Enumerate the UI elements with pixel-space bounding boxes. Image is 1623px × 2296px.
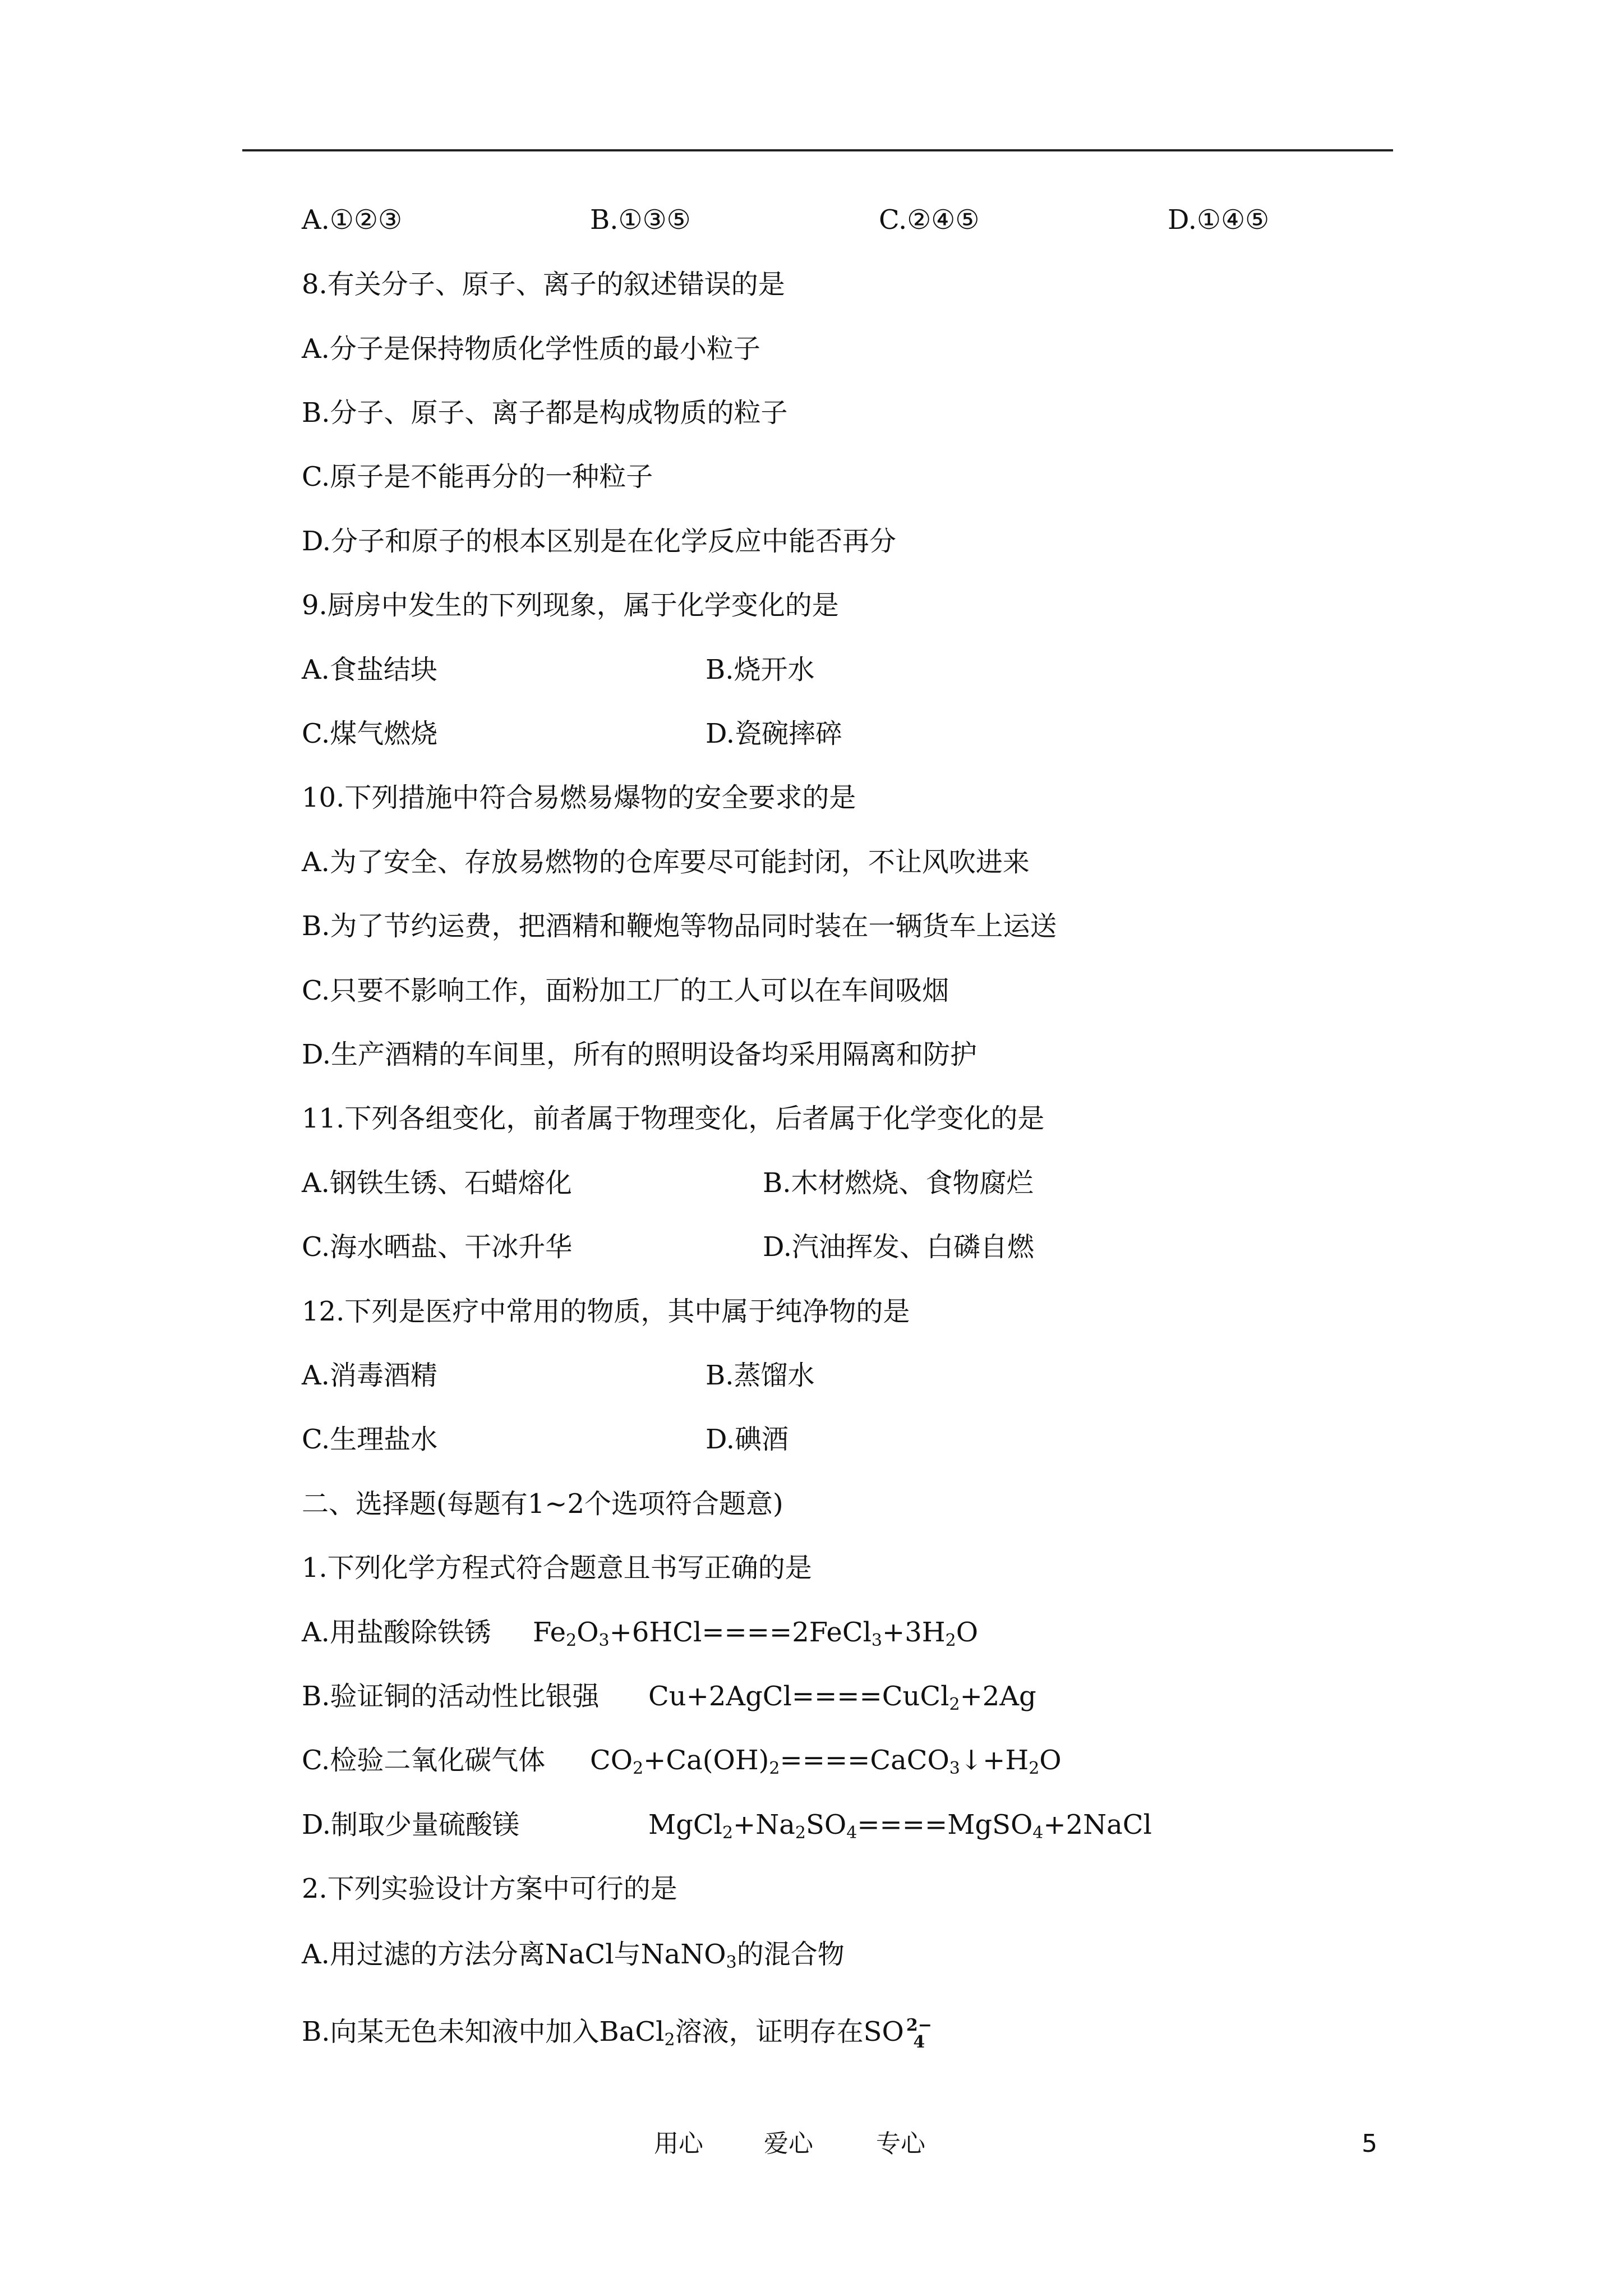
sulfate-charge: 2− 4 [906, 2015, 932, 2052]
s2q1-option-a-text: A.用盐酸除铁锈 [302, 1617, 491, 1648]
q12-stem: 12.下列是医疗中常用的物质，其中属于纯净物的是 [302, 1296, 910, 1327]
q7-option-b: B.①③⑤ [590, 204, 691, 236]
s2q1-option-d-equation: $MgCl_2+Na_2SO_4====MgSO_4+2NaCl$ [648, 1809, 1152, 1843]
s2q2-option-a: A.用过滤的方法分离NaCl与NaNO$_3$的混合物 [302, 1939, 845, 1972]
footer-word-2: 爱心 [764, 2129, 813, 2158]
q11-option-a: A.钢铁生锈、石蜡熔化 [302, 1167, 572, 1199]
q12-option-c: C.生理盐水 [302, 1424, 438, 1455]
q11-option-c: C.海水晒盐、干冰升华 [302, 1231, 573, 1263]
q8-stem: 8.有关分子、原子、离子的叙述错误的是 [302, 269, 785, 300]
s2q1-option-c-text: C.检验二氧化碳气体 [302, 1745, 546, 1776]
q11-stem: 11.下列各组变化，前者属于物理变化，后者属于化学变化的是 [302, 1103, 1045, 1134]
s2q2-option-b: B.向某无色未知液中加入BaCl$_2$溶液，证明存在SO 2− 4 [302, 2015, 932, 2052]
q12-option-b: B.蒸馏水 [706, 1360, 815, 1391]
s2q2-stem: 2.下列实验设计方案中可行的是 [302, 1873, 677, 1904]
q10-option-a: A.为了安全、存放易燃物的仓库要尽可能封闭，不让风吹进来 [302, 846, 1030, 878]
q8-option-a: A.分子是保持物质化学性质的最小粒子 [302, 333, 760, 365]
section-2-title: 二、选择题(每题有1~2个选项符合题意) [302, 1488, 783, 1520]
s2q1-option-c-equation: $CO_2+Ca(OH)_2====CaCO_3↓+H_2O$ [590, 1745, 1062, 1778]
q10-option-d: D.生产酒精的车间里，所有的照明设备均采用隔离和防护 [302, 1039, 978, 1070]
q12-option-d: D.碘酒 [706, 1424, 789, 1455]
page-number: 5 [1362, 2129, 1377, 2158]
footer-word-3: 专心 [876, 2129, 925, 2158]
q9-option-b: B.烧开水 [706, 654, 815, 685]
q11-option-b: B.木材燃烧、食物腐烂 [763, 1167, 1034, 1199]
header-rule [242, 149, 1393, 151]
s2q1-option-a-equation: $Fe_2O_3+6HCl====2FeCl_3+3H_2O$ [533, 1617, 979, 1650]
s2q1-option-b-equation: Cu+2AgCl====CuCl$_2$+2Ag [648, 1681, 1036, 1714]
s2q1-stem: 1.下列化学方程式符合题意且书写正确的是 [302, 1552, 812, 1584]
q7-option-a: A.①②③ [302, 204, 403, 236]
q8-option-b: B.分子、原子、离子都是构成物质的粒子 [302, 397, 788, 429]
q12-option-a: A.消毒酒精 [302, 1360, 437, 1391]
q9-option-a: A.食盐结块 [302, 654, 437, 685]
q10-option-b: B.为了节约运费，把酒精和鞭炮等物品同时装在一辆货车上运送 [302, 910, 1057, 942]
q10-stem: 10.下列措施中符合易燃易爆物的安全要求的是 [302, 782, 856, 813]
q10-option-c: C.只要不影响工作，面粉加工厂的工人可以在车间吸烟 [302, 975, 949, 1006]
q8-option-c: C.原子是不能再分的一种粒子 [302, 461, 653, 493]
footer-word-1: 用心 [654, 2129, 703, 2158]
q9-option-c: C.煤气燃烧 [302, 718, 438, 749]
q7-option-d: D.①④⑤ [1168, 204, 1270, 236]
q8-option-d: D.分子和原子的根本区别是在化学反应中能否再分 [302, 526, 897, 557]
q7-option-c: C.②④⑤ [879, 204, 980, 236]
s2q1-option-d-text: D.制取少量硫酸镁 [302, 1809, 520, 1841]
s2q1-option-b-text: B.验证铜的活动性比银强 [302, 1681, 600, 1712]
q11-option-d: D.汽油挥发、白磷自燃 [763, 1231, 1035, 1263]
q9-option-d: D.瓷碗摔碎 [706, 718, 843, 749]
q9-stem: 9.厨房中发生的下列现象，属于化学变化的是 [302, 590, 839, 621]
